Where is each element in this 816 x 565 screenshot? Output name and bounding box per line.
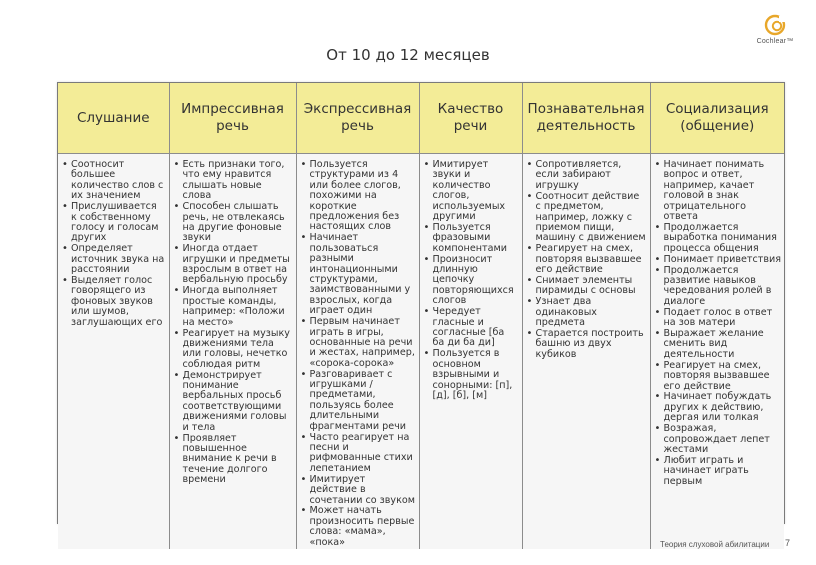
list-item: • Продолжается выработка понимания процесса общения	[655, 223, 782, 254]
table	[58, 83, 784, 549]
list-item: • Может начать произносить первые слова: «мама», «пока»	[301, 506, 416, 548]
column-cell	[296, 154, 419, 549]
list-item: • Определяет источник звука на расстоянии	[62, 244, 166, 275]
logo	[753, 14, 797, 50]
list-item: • Начинает понимать вопрос и ответ, например, качает головой в знак отрицательного ответа	[655, 160, 782, 222]
list-item: • Соотносит действие с предметом, например, ложку с приемом пищи, машину с движением	[527, 192, 647, 244]
bullet-list	[527, 160, 647, 360]
column-header-expressive-speech: Экспрессивная речь	[296, 83, 419, 154]
list-item: • Подает голос в ответ на зов матери	[655, 308, 782, 329]
page-number: 7	[785, 538, 791, 548]
list-item: • Пользуется фразовыми компонентами	[424, 223, 519, 254]
column-cell	[169, 154, 296, 549]
list-item: • Пользуется структурами из 4 или более слогов, похожими на короткие предложения без настоящих слов	[301, 160, 416, 233]
list-item: • Способен слышать речь, не отвлекаясь на другие фоновые звуки	[174, 202, 293, 244]
list-item: • Произносит длинную цепочку повторяющихся слогов	[424, 255, 519, 307]
list-item: • Старается построить башню из двух кубиков	[527, 329, 647, 360]
column-header-listening: Слушание	[58, 83, 169, 154]
list-item: • Реагирует на смех, повторяя вызвавшее его действие	[527, 244, 647, 275]
column-header-socialization: Социализация (общение)	[650, 83, 784, 154]
list-item: • Снимает элементы пирамиды с основы	[527, 276, 647, 297]
list-item: • Имитирует звуки и количество слогов, используемых другими	[424, 160, 519, 222]
column-header-speech-quality: Качество речи	[419, 83, 522, 154]
list-item: • Прислушивается к собственному голосу и голосам других	[62, 202, 166, 244]
list-item: • Выражает желание сменить вид деятельности	[655, 329, 782, 360]
list-item: • Реагирует на смех, повторяя вызвавшее его действие	[655, 361, 782, 392]
list-item: • Проявляет повышенное внимание к речи в течение долгого времени	[174, 434, 293, 486]
logo-text: Cochlear™	[756, 38, 794, 45]
list-item: • Узнает два одинаковых предмета	[527, 297, 647, 328]
bullet-list	[655, 160, 782, 487]
column-cell	[650, 154, 784, 549]
column-cell	[522, 154, 650, 549]
column-header-cognitive-activity: Познавательная деятельность	[522, 83, 650, 154]
footer-text: Теория слуховой абилитации	[660, 540, 770, 549]
list-item: • Начинает побуждать других к действию, дергая или толкая	[655, 392, 782, 423]
list-item: • Иногда отдает игрушки и предметы взрослым в ответ на вербальную просьбу	[174, 244, 293, 286]
list-item: • Иногда выполняет простые команды, например: «Положи на место»	[174, 286, 293, 328]
list-item: • Возражая, сопровождает лепет жестами	[655, 424, 782, 455]
list-item: • Демонстрирует понимание вербальных просьб соответствующими движениями головы и тела	[174, 371, 293, 433]
cochlear-logo-icon	[764, 14, 786, 36]
list-item: • Первым начинает играть в игры, основанные на речи и жестах, например, «сорока-сорока»	[301, 317, 416, 369]
bullet-list	[62, 160, 166, 328]
list-item: • Разговаривает с игрушками / предметами, пользуясь более длительными фрагментами речи	[301, 370, 416, 432]
list-item: • Продолжается развитие навыков чередования ролей в диалоге	[655, 266, 782, 308]
column-cell	[419, 154, 522, 549]
bullet-list	[424, 160, 519, 401]
list-item: • Выделяет голос говорящего из фоновых звуков или шумов, заглушающих его	[62, 276, 166, 328]
column-header-receptive-speech: Импрессивная речь	[169, 83, 296, 154]
list-item: • Начинает пользоваться разными интонационными структурами, заимствованными у взрослых, когда играет один	[301, 233, 416, 316]
list-item: • Сопротивляется, если забирают игрушку	[527, 160, 647, 191]
list-item: • Имитирует действие в сочетании со звуком	[301, 475, 416, 506]
list-item: • Любит играть и начинает играть первым	[655, 456, 782, 487]
bullet-list	[174, 160, 293, 486]
list-item: • Соотносит большее количество слов с их значением	[62, 160, 166, 202]
column-cell	[58, 154, 169, 549]
list-item: • Часто реагирует на песни и рифмованные стихи лепетанием	[301, 433, 416, 475]
list-item: • Чередует гласные и согласные [ба ба ди ба ди]	[424, 307, 519, 349]
bullet-list	[301, 160, 416, 548]
content-row	[58, 154, 784, 549]
list-item: • Есть признаки того, что ему нравится слышать новые слова	[174, 160, 293, 202]
list-item: • Понимает приветствия	[655, 255, 782, 265]
page-title: От 10 до 12 месяцев	[326, 46, 490, 64]
list-item: • Пользуется в основном взрывными и сонорными: [п], [д], [б], [м]	[424, 349, 519, 401]
list-item: • Реагирует на музыку движениями тела или головы, нечетко соблюдая ритм	[174, 329, 293, 371]
header-row	[58, 83, 784, 154]
